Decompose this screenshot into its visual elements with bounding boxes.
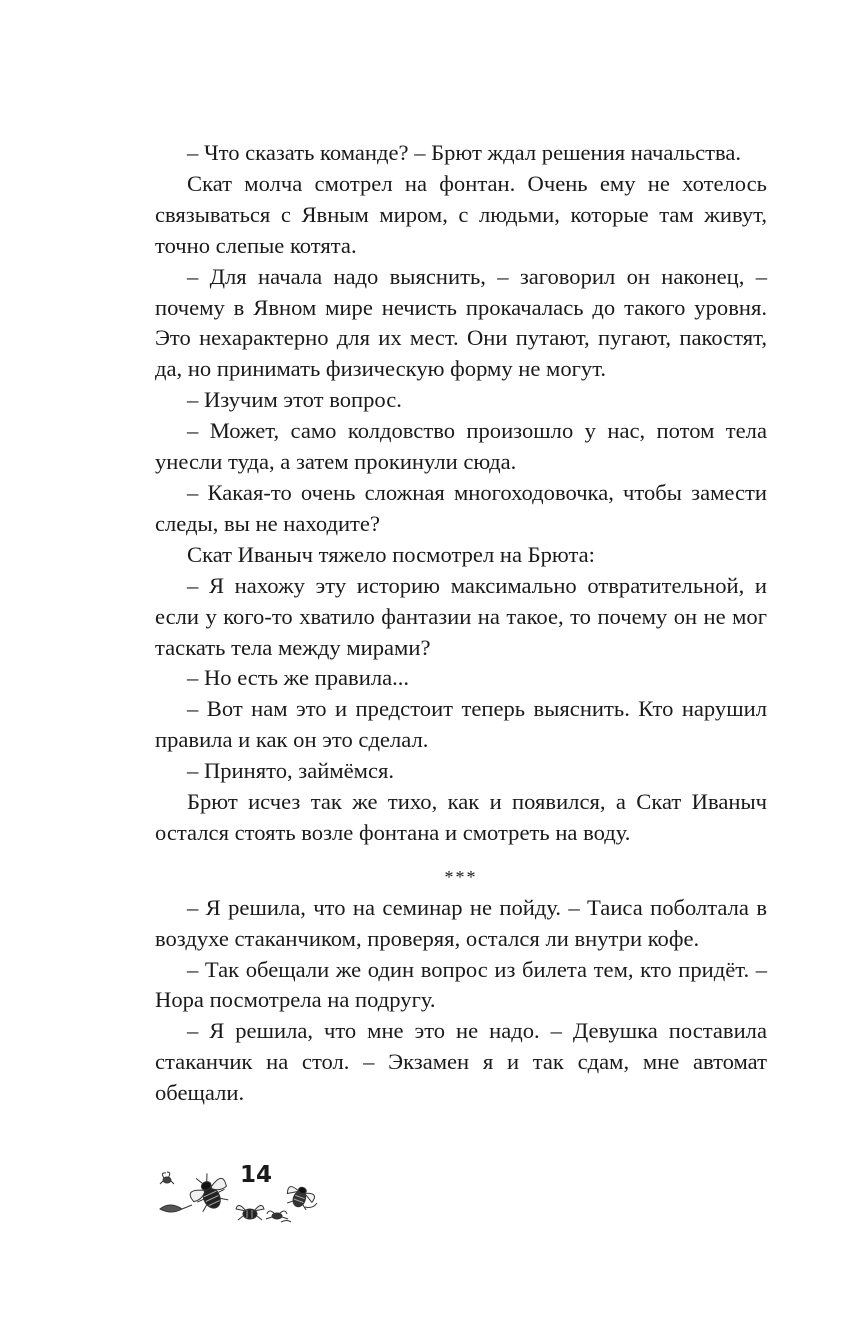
paragraph: – Что сказать команде? – Брют ждал решения начальства. (187, 140, 742, 165)
paragraph: – Какая-то очень сложная многоходовочка, чтобы замести следы, вы не находите? (155, 479, 767, 536)
paragraph: Скат молча смотрел на фонтан. Очень ему не хотелось связываться с Явным миром, с людьми, которые там живут, точно слепые котята. (155, 170, 767, 258)
paragraph: – Вот нам это и предстоит теперь выяснить. Кто нарушил правила и как он это сделал. (155, 696, 767, 753)
paragraph: – Так обещали же один вопрос из билета тем, кто придёт. – Нора посмотрела на подругу. (155, 956, 767, 1013)
page-body (155, 138, 767, 1109)
paragraph: – Изучим этот вопрос. (187, 387, 402, 413)
paragraph: – Может, само колдовство произошло у нас, потом тела унесли туда, а затем прокинули сюда. (155, 418, 767, 475)
page-number: 14 (240, 1162, 273, 1188)
paragraph: – Для начала надо выяснить, – заговорил он наконец, – почему в Явном мире нечисть прокачалась до такого уровня. Это нехарактерно для их мест. Они путают, пугают, пакостят, да, но принимать физическую форму не могут. (155, 263, 767, 382)
paragraph: – Принято, займёмся. (187, 758, 395, 784)
paragraph: – Но есть же правила... (187, 665, 410, 691)
section-separator: *** (444, 866, 478, 887)
paragraph: – Я решила, что на семинар не пойду. – Таиса поболтала в воздухе стаканчиком, проверяя, остался ли внутри кофе. (155, 894, 767, 951)
paragraph: Скат Иваныч тяжело посмотрел на Брюта: (187, 541, 595, 567)
paragraph: – Я решила, что мне это не надо. – Девушка поставила стаканчик на стол. – Экзамен я и так сдам, мне автомат обещали. (155, 1018, 767, 1106)
paragraph: – Я нахожу эту историю максимально отвратительной, и если у кого-то хватило фантазии на такое, то почему он не мог таскать тела между мирами? (155, 572, 767, 660)
paragraph: Брют исчез так же тихо, как и появился, а Скат Иваныч остался стоять возле фонтана и смотреть на воду. (155, 789, 767, 845)
